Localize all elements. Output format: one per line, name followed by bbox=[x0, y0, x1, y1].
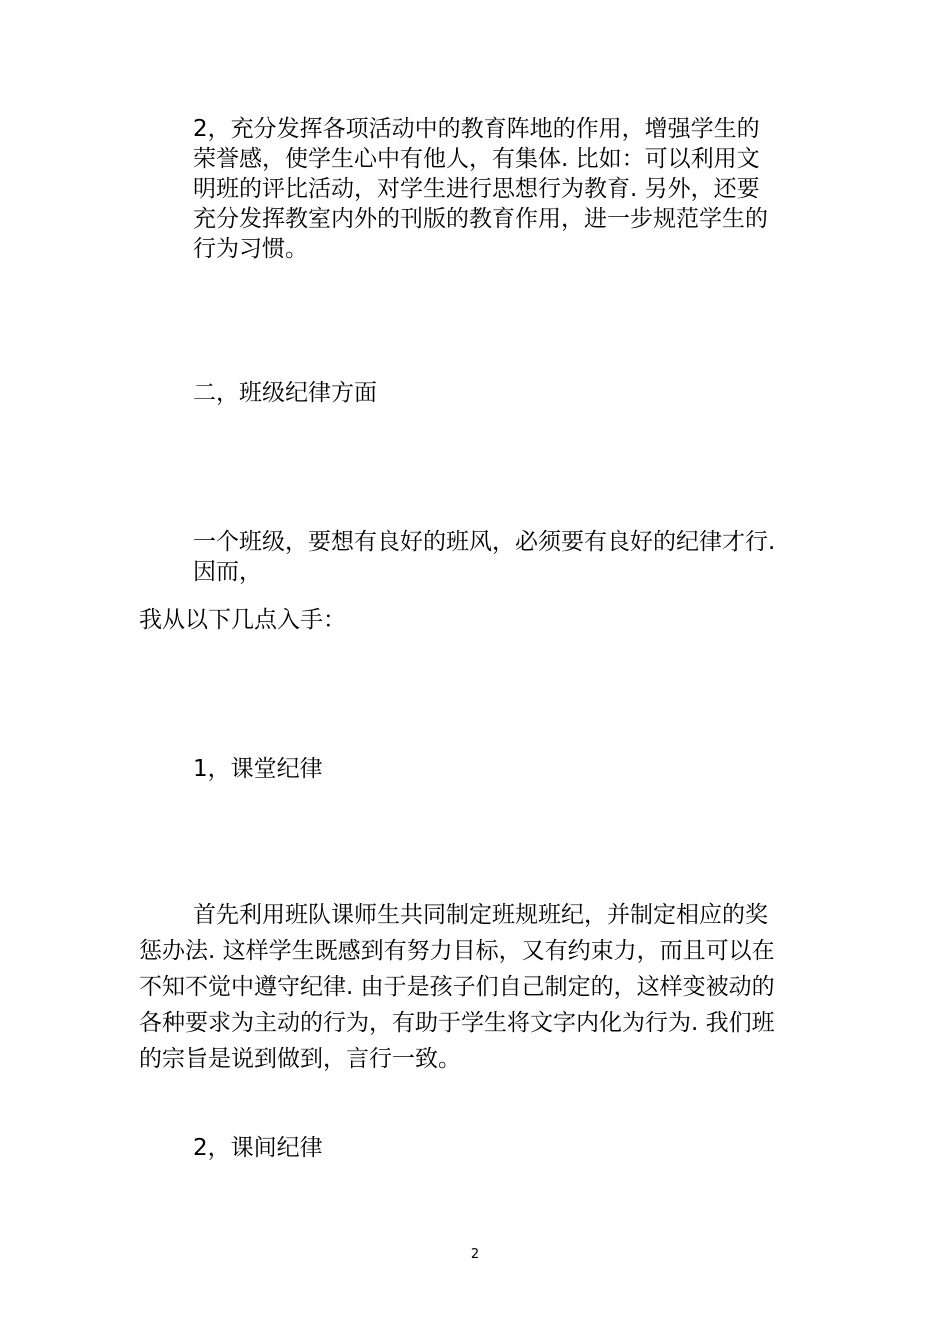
subheading-break-discipline: 2，课间纪律 bbox=[193, 1135, 323, 1161]
text-line: 各种要求为主动的行为，有助于学生将文字内化为行为. 我们班 bbox=[139, 1010, 775, 1036]
text-line: 惩办法. 这样学生既感到有努力目标，又有约束力，而且可以在 bbox=[139, 938, 775, 964]
text-line: 一个班级，要想有良好的班风，必须要有良好的纪律才行. bbox=[193, 529, 776, 555]
section-heading-discipline: 二，班级纪律方面 bbox=[193, 380, 377, 406]
text-line: 明班的评比活动，对学生进行思想行为教育. 另外，还要 bbox=[193, 176, 760, 202]
paragraph-classroom-rules bbox=[139, 897, 775, 1077]
text-line: 不知不觉中遵守纪律. 由于是孩子们自己制定的，这样变被动的 bbox=[139, 974, 775, 1000]
paragraph-activities bbox=[193, 114, 768, 264]
text-line: 荣誉感，使学生心中有他人，有集体. 比如：可以利用文 bbox=[193, 146, 760, 172]
text-line: 因而， bbox=[193, 559, 262, 585]
paragraph-intro bbox=[193, 527, 775, 587]
page-number: 2 bbox=[470, 1247, 480, 1262]
text-line: 2，充分发挥各项活动中的教育阵地的作用，增强学生的 bbox=[193, 116, 760, 142]
subheading-classroom-discipline: 1，课堂纪律 bbox=[193, 756, 323, 782]
text-line: 首先利用班队课师生共同制定班规班纪，并制定相应的奖 bbox=[193, 902, 768, 928]
text-line: 充分发挥教室内外的刊版的教育作用，进一步规范学生的 bbox=[193, 206, 768, 232]
paragraph-intro-continued: 我从以下几点入手： bbox=[139, 607, 346, 633]
text-line: 的宗旨是说到做到，言行一致。 bbox=[139, 1046, 461, 1072]
text-line: 行为习惯。 bbox=[193, 236, 308, 262]
